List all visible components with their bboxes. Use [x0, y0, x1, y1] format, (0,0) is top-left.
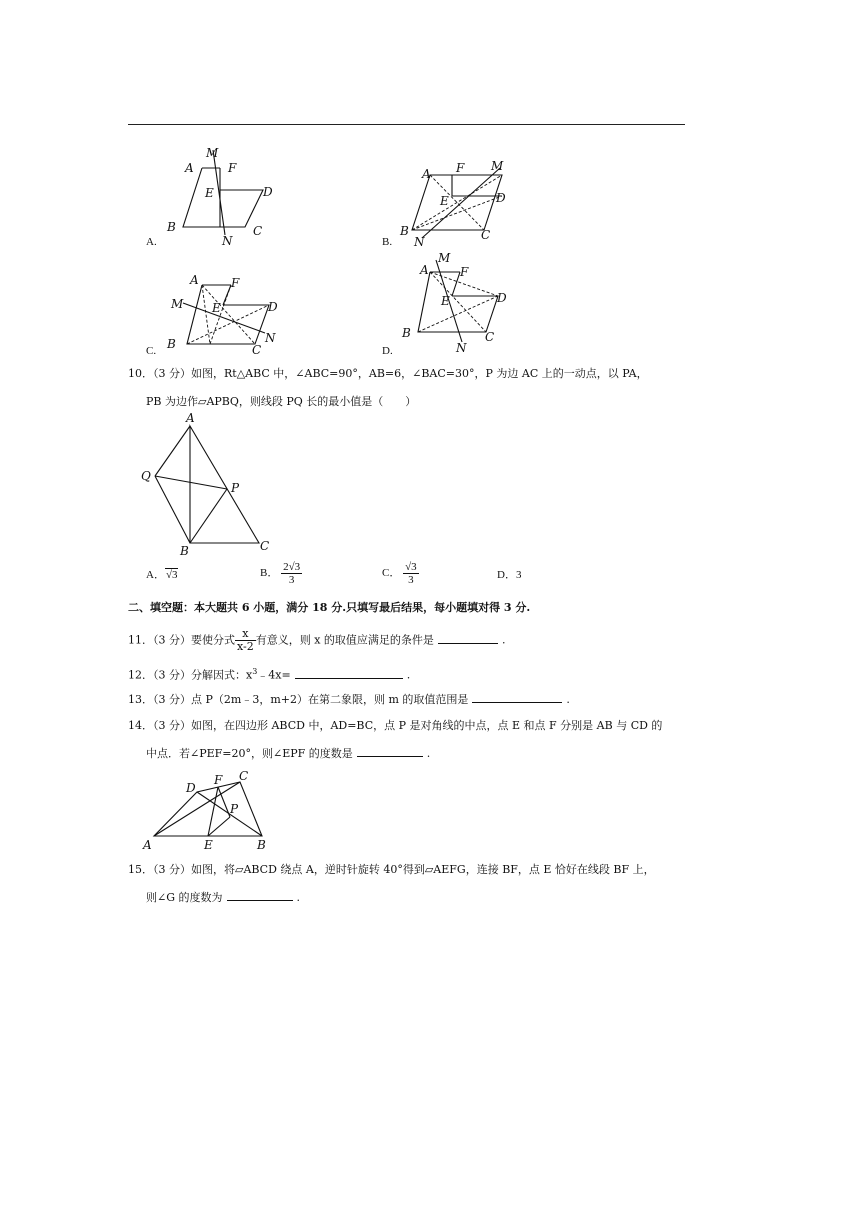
- q9d-label-N: N: [456, 341, 467, 355]
- q13-end: .: [566, 693, 570, 706]
- q11-pre: 11．（3 分）要使分式: [128, 633, 235, 647]
- q14-line1: 14．（3 分）如图，在四边形 ABCD 中，AD=BC，点 P 是对角线的中点，点 E 和点 F 分别是 AB 与 CD 的: [128, 719, 663, 732]
- q10-option-c-prefix: C．: [382, 567, 401, 580]
- q10-option-b-num: 2√3: [283, 561, 301, 573]
- q9d-label-M: M: [438, 251, 451, 265]
- q12-answer-blank[interactable]: [295, 667, 403, 679]
- q14-label-D: D: [186, 781, 196, 795]
- q9b-label-N: N: [414, 235, 425, 249]
- q11-fraction: [235, 628, 256, 653]
- q9d-label-B: B: [402, 326, 411, 340]
- q13: [128, 691, 570, 708]
- q9c-label-N: N: [265, 331, 276, 345]
- q14-label-F: F: [214, 773, 223, 787]
- q9a-label-C: C: [253, 224, 263, 238]
- q9b-label-M: M: [491, 159, 504, 173]
- q9b-label-A: A: [422, 167, 431, 181]
- q15-line1: 15．（3 分）如图，将▱ABCD 绕点 A，逆时针旋转 40°得到▱AEFG，连接 BF，点 E 恰好在线段 BF 上，: [128, 863, 655, 876]
- q9a-label-F: F: [228, 161, 237, 175]
- q10-option-b: [260, 561, 302, 586]
- q10-label-Q: Q: [141, 469, 151, 483]
- q9a-label-A: A: [185, 161, 194, 175]
- q14-figure: [140, 770, 280, 852]
- section-2-heading: 二、填空题：本大题共 6 小题，满分 18 分.只填写最后结果，每小题填对得 3 分.: [128, 601, 531, 614]
- q12-pre: 12．（3 分）分解因式：x: [128, 668, 253, 682]
- q9b-label-B: B: [400, 224, 409, 238]
- q9-figure-b: [400, 158, 520, 248]
- q15-line2: [146, 889, 300, 906]
- q10-option-a: [146, 566, 178, 582]
- q10-label-C: C: [260, 539, 270, 553]
- q10-option-d: D．3: [497, 569, 522, 581]
- q9a-label-N: N: [222, 234, 233, 248]
- q9a-label-M: M: [206, 146, 219, 160]
- q9c-label-A: A: [190, 273, 199, 287]
- q14-label-C: C: [239, 769, 249, 783]
- q10-option-a-prefix: A．: [146, 569, 165, 581]
- q11-den: x-2: [237, 640, 254, 653]
- q9-option-d: D.: [382, 345, 393, 357]
- q10-label-A: A: [186, 411, 195, 425]
- q14-label-B: B: [257, 838, 266, 852]
- q9c-label-B: B: [167, 337, 176, 351]
- q10-option-b-prefix: B．: [260, 567, 279, 580]
- q15-line2-text: 则∠G 的度数为: [146, 891, 223, 904]
- q9d-label-A: A: [420, 263, 429, 277]
- q9-option-b: B.: [382, 236, 393, 248]
- q9c-label-M: M: [171, 297, 184, 311]
- q12-end: .: [406, 668, 411, 682]
- q9-option-c: C.: [146, 345, 157, 357]
- q14-label-P: P: [230, 802, 239, 816]
- q11-num: x: [235, 628, 256, 641]
- q13-answer-blank[interactable]: [472, 691, 562, 703]
- q15-answer-blank[interactable]: [227, 889, 293, 901]
- header-rule: [128, 124, 685, 125]
- q10-option-c: [382, 561, 419, 586]
- q14-label-E: E: [204, 838, 213, 852]
- q12: [128, 664, 410, 684]
- q9a-label-D: D: [263, 185, 273, 199]
- q9-option-a: A.: [146, 236, 157, 248]
- q15-end: .: [296, 891, 301, 904]
- q10-option-c-num: √3: [405, 561, 417, 573]
- q12-post: ﹣4x=: [257, 668, 291, 682]
- q10-label-P: P: [231, 481, 240, 495]
- q10-label-B: B: [180, 544, 189, 558]
- q14-label-A: A: [143, 838, 152, 852]
- q9b-label-D: D: [496, 191, 506, 205]
- q10-line2: PB 为边作▱APBQ，则线段 PQ 长的最小值是（ ）: [146, 395, 417, 408]
- q10-option-b-fraction: [281, 561, 302, 586]
- q10-figure: [140, 412, 280, 557]
- q9d-label-E: E: [441, 294, 450, 308]
- q13-text: 13．（3 分）点 P（2m﹣3，m+2）在第二象限，则 m 的取值范围是: [128, 693, 469, 706]
- q12-exponent: 3: [252, 667, 258, 676]
- q9c-label-D: D: [268, 300, 278, 314]
- q11: [128, 628, 505, 653]
- q11-end: .: [501, 633, 506, 647]
- q9d-label-D: D: [497, 291, 507, 305]
- q9b-label-E: E: [440, 194, 449, 208]
- q11-answer-blank[interactable]: [438, 632, 498, 644]
- q9-figure-c: [165, 275, 285, 360]
- q14-answer-blank[interactable]: [357, 745, 423, 757]
- q11-post: 有意义，则 x 的取值应满足的条件是: [255, 633, 434, 647]
- q9d-label-C: C: [485, 330, 495, 344]
- q9c-label-C: C: [252, 343, 262, 357]
- q9d-label-F: F: [460, 265, 469, 279]
- q10-option-c-den: 3: [408, 574, 414, 586]
- q9a-label-E: E: [205, 186, 214, 200]
- q9a-label-B: B: [167, 220, 176, 234]
- q14-line2-text: 中点．若∠PEF=20°，则∠EPF 的度数是: [146, 747, 353, 760]
- q10-option-c-fraction: [403, 561, 419, 586]
- q9c-label-F: F: [231, 276, 240, 290]
- q10-line1: 10．（3 分）如图，Rt△ABC 中，∠ABC=90°，AB=6，∠BAC=30°，P 为边 AC 上的一动点，以 PA，: [128, 367, 648, 380]
- q9b-label-F: F: [456, 161, 465, 175]
- q9-figure-a: [165, 145, 285, 248]
- q10-option-b-den: 3: [288, 574, 295, 586]
- q9-figure-d: [400, 252, 515, 357]
- q14-end: .: [426, 747, 431, 760]
- q9c-label-E: E: [212, 301, 221, 315]
- q9b-label-C: C: [481, 228, 491, 242]
- q14-line2: [146, 745, 430, 762]
- q10-option-a-value: √3: [165, 569, 178, 581]
